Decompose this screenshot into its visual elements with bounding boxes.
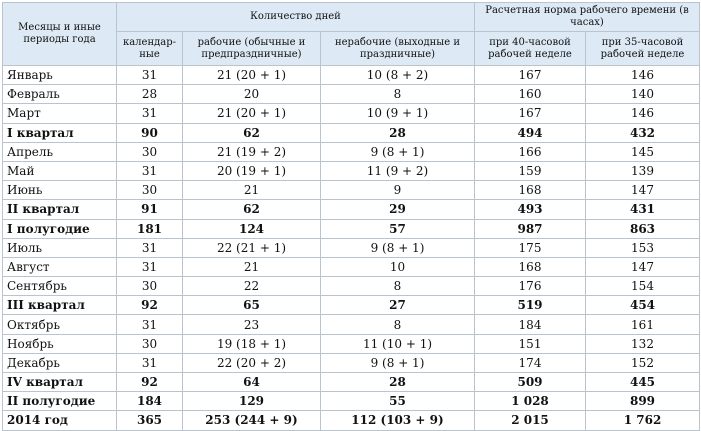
cell-working: 124 — [183, 219, 321, 238]
cell-h40: 987 — [475, 219, 586, 238]
header-row-top — [3, 3, 700, 32]
cell-working: 22 (20 + 2) — [183, 353, 321, 372]
cell-working: 20 — [183, 85, 321, 104]
cell-h35: 454 — [586, 296, 700, 315]
table-row — [3, 392, 700, 411]
cell-nonworking: 29 — [321, 200, 475, 219]
cell-h40: 160 — [475, 85, 586, 104]
table-row — [3, 219, 700, 238]
cell-calendar: 31 — [117, 104, 183, 123]
cell-working: 129 — [183, 392, 321, 411]
header-35h: при 35-часовой рабочей неделе — [586, 32, 700, 66]
cell-calendar: 365 — [117, 411, 183, 430]
cell-h40: 493 — [475, 200, 586, 219]
table-row — [3, 315, 700, 334]
cell-h40: 167 — [475, 104, 586, 123]
cell-working: 21 (20 + 1) — [183, 66, 321, 85]
cell-name: IV квартал — [3, 373, 117, 392]
table-row — [3, 181, 700, 200]
cell-h40: 151 — [475, 334, 586, 353]
cell-calendar: 30 — [117, 142, 183, 161]
cell-nonworking: 10 — [321, 257, 475, 276]
cell-nonworking: 55 — [321, 392, 475, 411]
cell-calendar: 31 — [117, 353, 183, 372]
cell-h35: 161 — [586, 315, 700, 334]
cell-name: 2014 год — [3, 411, 117, 430]
table-row — [3, 296, 700, 315]
cell-name: III квартал — [3, 296, 117, 315]
table-row — [3, 161, 700, 180]
cell-calendar: 92 — [117, 373, 183, 392]
cell-h40: 2 015 — [475, 411, 586, 430]
cell-nonworking: 28 — [321, 123, 475, 142]
cell-name: Декабрь — [3, 353, 117, 372]
cell-calendar: 31 — [117, 66, 183, 85]
cell-nonworking: 57 — [321, 219, 475, 238]
cell-calendar: 181 — [117, 219, 183, 238]
table-row — [3, 353, 700, 372]
cell-calendar: 30 — [117, 334, 183, 353]
cell-nonworking: 10 (8 + 2) — [321, 66, 475, 85]
table-row — [3, 373, 700, 392]
header-days-group: Количество дней — [117, 3, 475, 32]
table-row — [3, 142, 700, 161]
cell-working: 20 (19 + 1) — [183, 161, 321, 180]
cell-working: 21 (20 + 1) — [183, 104, 321, 123]
cell-name: Февраль — [3, 85, 117, 104]
cell-nonworking: 27 — [321, 296, 475, 315]
cell-working: 253 (244 + 9) — [183, 411, 321, 430]
cell-name: Ноябрь — [3, 334, 117, 353]
cell-nonworking: 11 (10 + 1) — [321, 334, 475, 353]
cell-calendar: 31 — [117, 238, 183, 257]
cell-calendar: 31 — [117, 161, 183, 180]
cell-working: 19 (18 + 1) — [183, 334, 321, 353]
cell-working: 22 — [183, 277, 321, 296]
cell-h40: 494 — [475, 123, 586, 142]
cell-h35: 863 — [586, 219, 700, 238]
cell-name: II квартал — [3, 200, 117, 219]
cell-calendar: 30 — [117, 181, 183, 200]
table-row — [3, 85, 700, 104]
cell-working: 21 — [183, 257, 321, 276]
cell-h35: 154 — [586, 277, 700, 296]
cell-nonworking: 10 (9 + 1) — [321, 104, 475, 123]
table-row — [3, 277, 700, 296]
cell-working: 62 — [183, 200, 321, 219]
cell-h40: 168 — [475, 257, 586, 276]
cell-h40: 175 — [475, 238, 586, 257]
cell-name: Апрель — [3, 142, 117, 161]
cell-h40: 519 — [475, 296, 586, 315]
table-row — [3, 238, 700, 257]
work-calendar-table — [2, 2, 700, 431]
cell-calendar: 31 — [117, 315, 183, 334]
cell-name: I полугодие — [3, 219, 117, 238]
cell-working: 22 (21 + 1) — [183, 238, 321, 257]
cell-nonworking: 9 (8 + 1) — [321, 353, 475, 372]
cell-nonworking: 28 — [321, 373, 475, 392]
header-nonworking: нерабочие (выходные и праздничные) — [321, 32, 475, 66]
cell-calendar: 30 — [117, 277, 183, 296]
cell-nonworking: 11 (9 + 2) — [321, 161, 475, 180]
cell-working: 21 — [183, 181, 321, 200]
cell-working: 62 — [183, 123, 321, 142]
cell-nonworking: 8 — [321, 85, 475, 104]
cell-name: Май — [3, 161, 117, 180]
cell-h35: 147 — [586, 181, 700, 200]
cell-nonworking: 9 — [321, 181, 475, 200]
table-row — [3, 411, 700, 430]
cell-working: 21 (19 + 2) — [183, 142, 321, 161]
cell-name: Март — [3, 104, 117, 123]
cell-working: 64 — [183, 373, 321, 392]
cell-h35: 145 — [586, 142, 700, 161]
cell-calendar: 92 — [117, 296, 183, 315]
table-row — [3, 334, 700, 353]
cell-h35: 139 — [586, 161, 700, 180]
header-calendar: календар-ные — [117, 32, 183, 66]
table-row — [3, 104, 700, 123]
cell-h35: 899 — [586, 392, 700, 411]
cell-h35: 146 — [586, 104, 700, 123]
cell-h40: 168 — [475, 181, 586, 200]
cell-nonworking: 112 (103 + 9) — [321, 411, 475, 430]
cell-nonworking: 8 — [321, 315, 475, 334]
cell-nonworking: 8 — [321, 277, 475, 296]
cell-h40: 1 028 — [475, 392, 586, 411]
cell-name: II полугодие — [3, 392, 117, 411]
cell-name: I квартал — [3, 123, 117, 142]
cell-h35: 432 — [586, 123, 700, 142]
cell-calendar: 28 — [117, 85, 183, 104]
table-row — [3, 257, 700, 276]
cell-h40: 159 — [475, 161, 586, 180]
cell-name: Июль — [3, 238, 117, 257]
cell-calendar: 90 — [117, 123, 183, 142]
cell-h40: 174 — [475, 353, 586, 372]
header-period: Месяцы и иные периоды года — [3, 3, 117, 66]
cell-h40: 176 — [475, 277, 586, 296]
cell-name: Сентябрь — [3, 277, 117, 296]
header-norm-group: Расчетная норма рабочего времени (в часах) — [475, 3, 700, 32]
header-40h: при 40-часовой рабочей неделе — [475, 32, 586, 66]
table-row — [3, 66, 700, 85]
cell-h35: 445 — [586, 373, 700, 392]
cell-calendar: 184 — [117, 392, 183, 411]
cell-name: Август — [3, 257, 117, 276]
header-working: рабочие (обычные и предпраздничные) — [183, 32, 321, 66]
cell-h40: 167 — [475, 66, 586, 85]
table-body — [3, 66, 700, 431]
cell-h40: 166 — [475, 142, 586, 161]
cell-name: Январь — [3, 66, 117, 85]
cell-calendar: 31 — [117, 257, 183, 276]
cell-h35: 153 — [586, 238, 700, 257]
cell-nonworking: 9 (8 + 1) — [321, 238, 475, 257]
cell-h35: 152 — [586, 353, 700, 372]
cell-h35: 147 — [586, 257, 700, 276]
cell-h35: 1 762 — [586, 411, 700, 430]
cell-working: 23 — [183, 315, 321, 334]
table-row — [3, 123, 700, 142]
cell-h35: 146 — [586, 66, 700, 85]
cell-name: Октябрь — [3, 315, 117, 334]
cell-working: 65 — [183, 296, 321, 315]
cell-calendar: 91 — [117, 200, 183, 219]
cell-h35: 431 — [586, 200, 700, 219]
cell-h40: 509 — [475, 373, 586, 392]
cell-name: Июнь — [3, 181, 117, 200]
cell-h35: 140 — [586, 85, 700, 104]
cell-h35: 132 — [586, 334, 700, 353]
cell-nonworking: 9 (8 + 1) — [321, 142, 475, 161]
cell-h40: 184 — [475, 315, 586, 334]
table-row — [3, 200, 700, 219]
